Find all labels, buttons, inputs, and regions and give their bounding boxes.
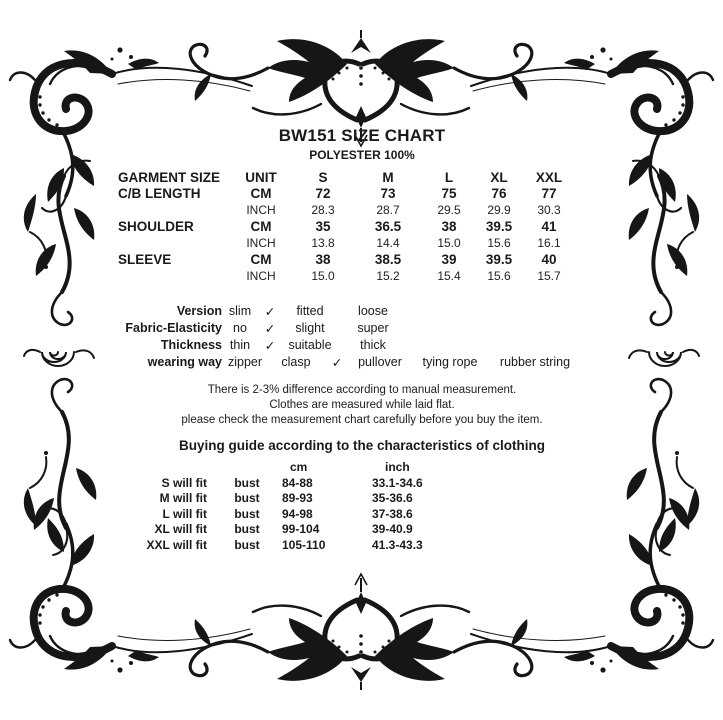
option-thin: thin	[229, 338, 251, 352]
measurement-notes	[112, 383, 612, 428]
option-loose: loose	[358, 304, 388, 318]
cm-range: 99-104	[282, 522, 320, 537]
value-cell: 76	[491, 186, 507, 202]
header-unit: UNIT	[245, 169, 277, 185]
chart-content	[112, 126, 612, 553]
buying-guide-heading: Buying guide according to the characteristics of clothing	[178, 437, 546, 453]
fit-label: XL will fit	[154, 522, 207, 537]
fit-label: M will fit	[159, 491, 207, 506]
row-label: C/B LENGTH	[118, 186, 201, 202]
characteristic-row-wearing-way	[112, 354, 612, 371]
unit-cell: INCH	[246, 269, 276, 284]
fit-label: S will fit	[161, 475, 207, 490]
option-thick: thick	[360, 338, 386, 352]
checkmark-icon: ✓	[331, 355, 343, 370]
characteristic-label: Fabric-Elasticity	[125, 321, 222, 335]
header-cm: cm	[290, 460, 308, 475]
bust-label: bust	[234, 475, 260, 490]
table-row-shoulder-cm	[112, 219, 612, 236]
inch-range: 39-40.9	[372, 522, 413, 537]
buying-guide-row-xl	[112, 522, 612, 538]
option-tying-rope: tying rope	[422, 355, 478, 369]
option-pullover: pullover	[358, 355, 402, 369]
value-cell: 15.0	[437, 236, 461, 251]
bust-label: bust	[234, 506, 260, 521]
characteristics-section	[112, 303, 612, 371]
option-no: no	[233, 321, 247, 335]
value-cell: 15.6	[487, 236, 511, 251]
row-label: SHOULDER	[118, 219, 194, 235]
table-row-cb-length-cm	[112, 186, 612, 203]
value-cell: 29.5	[437, 203, 461, 218]
buying-guide-row-l	[112, 506, 612, 522]
bust-label: bust	[234, 537, 260, 552]
value-cell: 39.5	[485, 252, 513, 268]
header-size-s: S	[318, 169, 328, 185]
cm-range: 89-93	[282, 491, 313, 506]
value-cell: 73	[380, 186, 396, 202]
cm-range: 94-98	[282, 506, 313, 521]
characteristic-row-elasticity	[112, 320, 612, 337]
fit-label: XXL will fit	[146, 537, 207, 552]
option-slight: slight	[295, 321, 325, 335]
material-subtitle: POLYESTER 100%	[309, 148, 415, 162]
size-table	[112, 169, 612, 285]
characteristic-label: wearing way	[147, 355, 222, 369]
value-cell: 38	[441, 219, 457, 235]
value-cell: 15.2	[376, 269, 400, 284]
checkmark-icon: ✓	[264, 304, 276, 319]
header-garment-size: GARMENT SIZE	[118, 169, 221, 185]
option-suitable: suitable	[288, 338, 332, 352]
value-cell: 30.3	[537, 203, 561, 218]
option-super: super	[357, 321, 389, 335]
header-size-m: M	[382, 169, 394, 185]
unit-cell: CM	[250, 186, 272, 202]
table-row-sleeve-cm	[112, 252, 612, 269]
value-cell: 39.5	[485, 219, 513, 235]
option-slim: slim	[228, 304, 252, 318]
value-cell: 75	[441, 186, 457, 202]
size-table-header-row	[112, 169, 612, 186]
cm-range: 84-88	[282, 475, 313, 490]
value-cell: 15.7	[537, 269, 561, 284]
value-cell: 77	[541, 186, 557, 202]
value-cell: 15.4	[437, 269, 461, 284]
header-size-l: L	[444, 169, 454, 185]
buying-guide-table	[112, 460, 612, 553]
inch-range: 35-36.6	[372, 491, 413, 506]
row-label: SLEEVE	[118, 252, 172, 268]
characteristic-label: Thickness	[160, 338, 222, 352]
inch-range: 37-38.6	[372, 506, 413, 521]
buying-guide-row-s	[112, 475, 612, 491]
header-inch: inch	[385, 460, 410, 475]
option-clasp: clasp	[281, 355, 311, 369]
value-cell: 35	[315, 219, 331, 235]
value-cell: 72	[315, 186, 331, 202]
value-cell: 14.4	[376, 236, 400, 251]
unit-cell: INCH	[246, 236, 276, 251]
page-title: BW151 SIZE CHART	[278, 126, 446, 145]
value-cell: 28.7	[376, 203, 400, 218]
note-line: please check the measurement chart carefully before you buy the item.	[181, 413, 543, 426]
unit-cell: INCH	[246, 203, 276, 218]
characteristic-row-version	[112, 303, 612, 320]
unit-cell: CM	[250, 252, 272, 268]
unit-cell: CM	[250, 219, 272, 235]
note-line: There is 2-3% difference according to manual measurement.	[207, 383, 517, 396]
header-size-xxl: XXL	[535, 169, 563, 185]
value-cell: 13.8	[311, 236, 335, 251]
value-cell: 15.6	[487, 269, 511, 284]
cm-range: 105-110	[282, 537, 326, 552]
value-cell: 29.9	[487, 203, 511, 218]
header-size-xl: XL	[490, 169, 508, 185]
table-row-sleeve-inch	[112, 268, 612, 285]
buying-guide-row-xxl	[112, 537, 612, 553]
value-cell: 39	[441, 252, 457, 268]
bust-label: bust	[234, 522, 260, 537]
buying-guide-header-row	[112, 460, 612, 476]
value-cell: 38	[315, 252, 331, 268]
inch-range: 41.3-43.3	[372, 537, 423, 552]
table-row-shoulder-inch	[112, 235, 612, 252]
inch-range: 33.1-34.6	[372, 475, 423, 490]
characteristic-row-thickness	[112, 337, 612, 354]
characteristic-label: Version	[176, 304, 222, 318]
value-cell: 38.5	[374, 252, 402, 268]
note-line: Clothes are measured while laid flat.	[269, 398, 455, 411]
value-cell: 36.5	[374, 219, 402, 235]
checkmark-icon: ✓	[264, 321, 276, 336]
buying-guide-row-m	[112, 491, 612, 507]
value-cell: 28.3	[311, 203, 335, 218]
value-cell: 16.1	[537, 236, 561, 251]
bust-label: bust	[234, 491, 260, 506]
table-row-cb-length-inch	[112, 202, 612, 219]
option-fitted: fitted	[296, 304, 324, 318]
option-zipper: zipper	[227, 355, 263, 369]
value-cell: 40	[541, 252, 557, 268]
value-cell: 41	[541, 219, 557, 235]
value-cell: 15.0	[311, 269, 335, 284]
option-rubber-string: rubber string	[499, 355, 571, 369]
fit-label: L will fit	[162, 506, 207, 521]
checkmark-icon: ✓	[264, 338, 276, 353]
